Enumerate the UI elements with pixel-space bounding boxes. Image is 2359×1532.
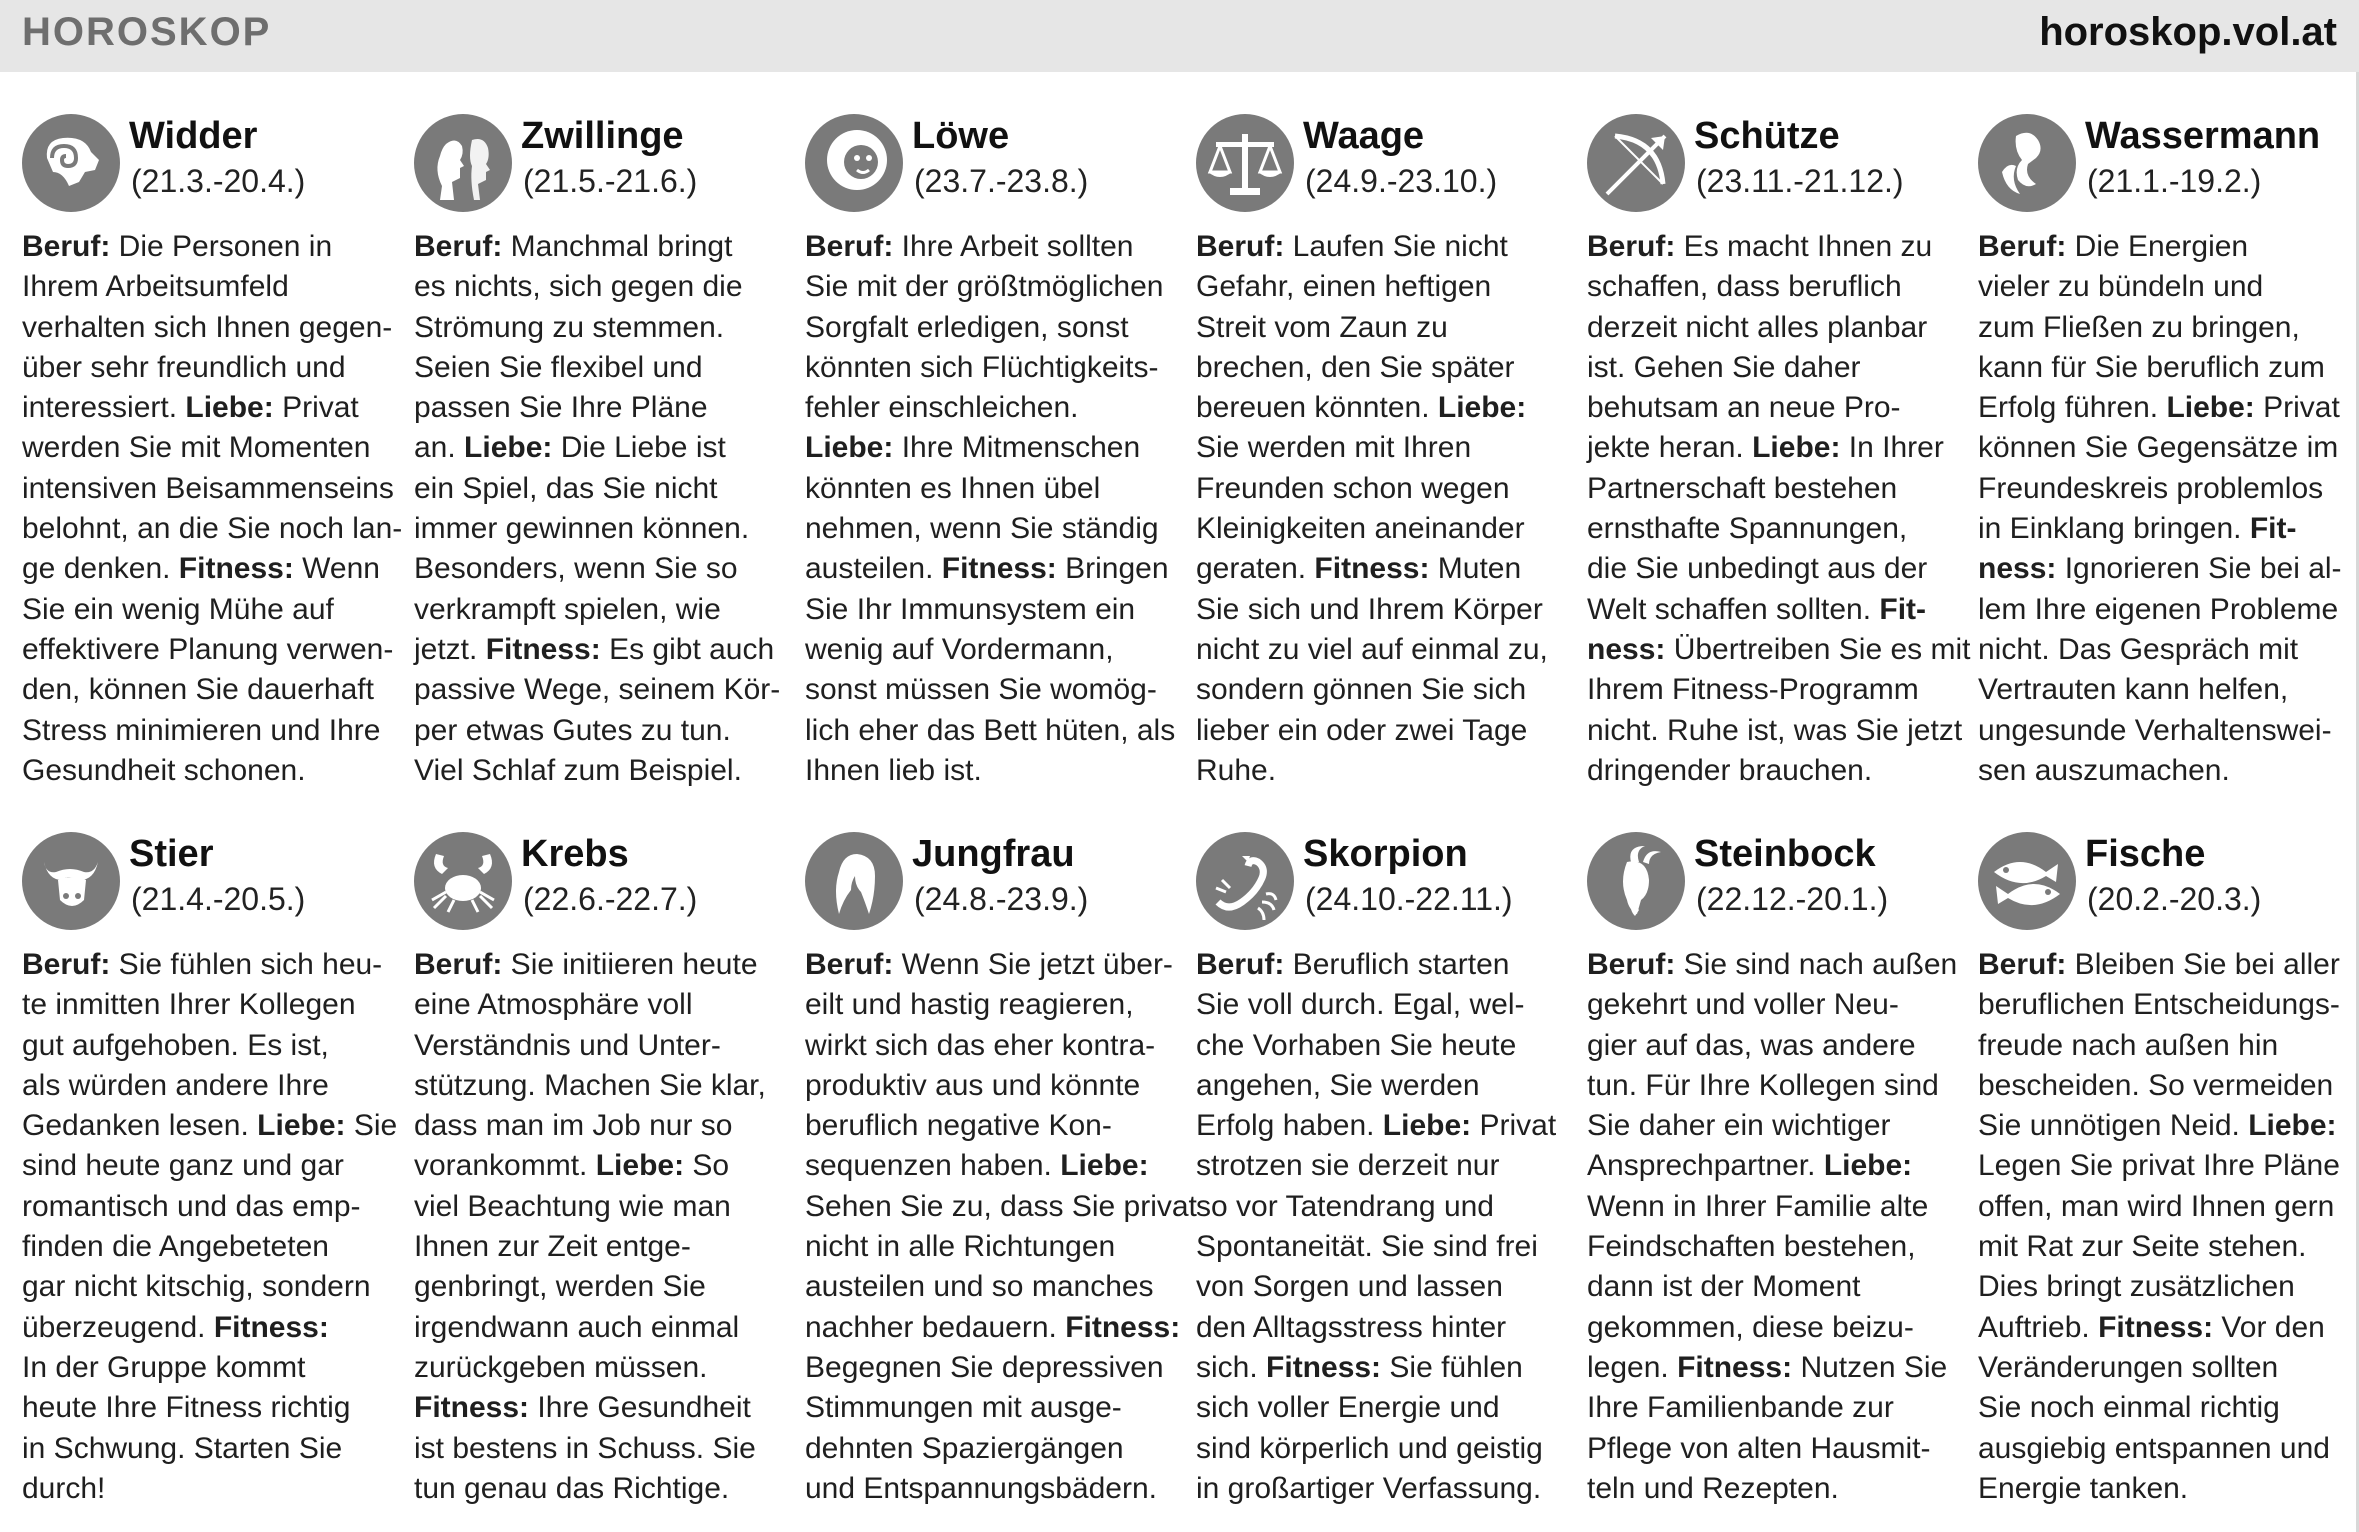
text-line: Beruf: Sie initiieren heute	[414, 948, 758, 981]
text-line: als würden andere Ihre	[22, 1068, 329, 1102]
text-line: Streit vom Zaun zu	[1196, 310, 1448, 344]
text-line: Veränderungen sollten	[1978, 1350, 2279, 1384]
text-line: che Vorhaben Sie heute	[1196, 1028, 1517, 1062]
text-line: Freundeskreis problemlos	[1978, 471, 2324, 505]
text-line: Sorgfalt erledigen, sonst	[805, 310, 1129, 344]
text-line: eine Atmosphäre voll	[414, 988, 693, 1022]
text-line: in großartiger Verfassung.	[1196, 1471, 1542, 1505]
text-line: legen. Fitness: Nutzen Sie	[1587, 1350, 1948, 1384]
text-line: Wenn in Ihrer Familie alte	[1587, 1189, 1929, 1223]
sign-name: Jungfrau	[912, 833, 1075, 875]
text-line: es nichts, sich gegen die	[414, 270, 743, 304]
text-line: zurückgeben müssen.	[414, 1350, 708, 1384]
sign-text	[805, 945, 1197, 1509]
text-line: verkrampft spielen, wie	[414, 592, 721, 626]
sign-dates: (20.2.-20.3.)	[2087, 881, 2262, 917]
text-line: austeilen und so manches	[805, 1270, 1154, 1304]
text-line: strotzen sie derzeit nur	[1196, 1149, 1500, 1183]
text-line: dringender brauchen.	[1587, 753, 1873, 787]
text-line: Beruf: Sie sind nach außen	[1587, 948, 1958, 981]
text-line: Beruf: Manchmal bringt	[414, 230, 733, 263]
text-line: nicht. Ruhe ist, was Sie jetzt	[1587, 713, 1963, 747]
text-line: belohnt, an die Sie noch lan-	[22, 512, 403, 546]
text-line: dass man im Job nur so	[414, 1109, 733, 1143]
horoscope-stier	[22, 832, 398, 1532]
text-line: austeilen. Fitness: Bringen	[805, 552, 1169, 586]
text-line: ein Spiel, das Sie nicht	[414, 471, 718, 505]
text-line: immer gewinnen können.	[414, 512, 750, 546]
text-line: sequenzen haben. Liebe:	[805, 1149, 1149, 1183]
text-line: Vertrauten kann helfen,	[1978, 673, 2289, 707]
text-line: Beruf: Die Personen in	[22, 230, 333, 263]
text-line: Verständnis und Unter-	[414, 1028, 721, 1062]
sign-text	[1587, 227, 1971, 791]
text-line: Sie mit der größtmöglichen	[805, 270, 1164, 304]
bull-icon	[22, 832, 120, 930]
text-line: dann ist der Moment	[1587, 1270, 1861, 1304]
text-line: In der Gruppe kommt	[22, 1350, 306, 1384]
text-line: genbringt, werden Sie	[414, 1270, 706, 1304]
text-line: Ihrem Arbeitsumfeld	[22, 270, 289, 304]
text-line: lich eher das Bett hüten, als	[805, 713, 1176, 747]
sign-name: Schütze	[1694, 115, 1840, 157]
text-line: ist bestens in Schuss. Sie	[414, 1431, 756, 1465]
text-line: tun genau das Richtige.	[414, 1471, 730, 1505]
text-line: Pflege von alten Hausmit-	[1587, 1431, 1931, 1465]
sign-name: Zwillinge	[521, 115, 684, 157]
text-line: intensiven Beisammenseins	[22, 471, 394, 505]
text-line: Besonders, wenn Sie so	[414, 552, 738, 586]
text-line: offen, man wird Ihnen gern	[1978, 1189, 2335, 1223]
text-line: an. Liebe: Die Liebe ist	[414, 431, 726, 465]
sign-dates: (21.1.-19.2.)	[2087, 163, 2262, 199]
text-line: Feindschaften bestehen,	[1587, 1230, 1916, 1264]
horoscope-skorpion	[1196, 832, 1558, 1532]
text-line: sich. Fitness: Sie fühlen	[1196, 1350, 1523, 1384]
text-line: mit Rat zur Seite stehen.	[1978, 1230, 2307, 1264]
text-line: passive Wege, seinem Kör-	[414, 673, 781, 707]
sign-name: Fische	[2085, 833, 2206, 875]
virgin-icon	[805, 832, 903, 930]
text-line: Spontaneität. Sie sind frei	[1196, 1230, 1538, 1264]
text-line: Sie daher ein wichtiger	[1587, 1109, 1891, 1143]
sign-text	[22, 945, 398, 1509]
text-line: lieber ein oder zwei Tage	[1196, 713, 1528, 747]
text-line: produktiv aus und könnte	[805, 1068, 1141, 1102]
sign-dates: (24.10.-22.11.)	[1305, 881, 1513, 917]
text-line: werden Sie mit Momenten	[22, 431, 371, 465]
text-line: Sie sich und Ihrem Körper	[1196, 592, 1543, 626]
sign-text	[414, 227, 781, 791]
text-line: behutsam an neue Pro-	[1587, 391, 1901, 425]
scorpion-icon	[1196, 832, 1294, 930]
text-line: Gedanken lesen. Liebe: Sie	[22, 1109, 398, 1143]
text-line: sich voller Energie und	[1196, 1391, 1500, 1425]
sign-name: Steinbock	[1694, 833, 1876, 875]
text-line: sen auszumachen.	[1978, 753, 2230, 787]
text-line: Sie unnötigen Neid. Liebe:	[1978, 1109, 2337, 1143]
text-line: Gefahr, einen heftigen	[1196, 270, 1492, 304]
text-line: fehler einschleichen.	[805, 391, 1079, 425]
text-line: geraten. Fitness: Muten	[1196, 552, 1522, 586]
text-line: durch!	[22, 1471, 106, 1505]
text-line: Legen Sie privat Ihre Pläne	[1978, 1149, 2340, 1183]
text-line: Gesundheit schonen.	[22, 753, 306, 787]
text-line: nehmen, wenn Sie ständig	[805, 512, 1159, 546]
text-line: überzeugend. Fitness:	[22, 1310, 329, 1344]
horoscope-zwillinge	[414, 114, 781, 814]
text-line: können Sie Gegensätze im	[1978, 431, 2339, 465]
text-line: dehnten Spaziergängen	[805, 1431, 1124, 1465]
text-line: brechen, den Sie später	[1196, 350, 1515, 384]
text-line: Ihre Familienbande zur	[1587, 1391, 1894, 1425]
text-line: nicht zu viel auf einmal zu,	[1196, 632, 1548, 666]
text-line: schaffen, dass beruflich	[1587, 270, 1902, 304]
text-line: sind heute ganz und gar	[22, 1149, 344, 1183]
text-line: so vor Tatendrang und	[1196, 1189, 1494, 1223]
sign-text	[1978, 945, 2340, 1509]
text-line: nicht. Das Gespräch mit	[1978, 632, 2299, 666]
horoscope-waage	[1196, 114, 1558, 814]
text-line: Beruf: Sie fühlen sich heu-	[22, 948, 383, 981]
sign-dates: (21.4.-20.5.)	[131, 881, 306, 917]
text-line: Liebe: Ihre Mitmenschen	[805, 431, 1141, 465]
sign-dates: (24.9.-23.10.)	[1305, 163, 1498, 199]
text-line: Sie voll durch. Egal, wel-	[1196, 988, 1525, 1022]
sign-text	[1587, 945, 1958, 1509]
sign-dates: (22.12.-20.1.)	[1696, 881, 1889, 917]
horoscope-jungfrau	[805, 832, 1197, 1532]
text-line: gekommen, diese beizu-	[1587, 1310, 1914, 1344]
sign-text	[414, 945, 776, 1509]
sign-text	[1978, 227, 2340, 791]
sign-text	[1196, 945, 1558, 1509]
text-line: bereuen könnten. Liebe:	[1196, 391, 1527, 425]
horoscope-loewe	[805, 114, 1176, 814]
text-line: beruflich negative Kon-	[805, 1109, 1112, 1143]
text-line: ausgiebig entspannen und	[1978, 1431, 2330, 1465]
text-line: von Sorgen und lassen	[1196, 1270, 1503, 1304]
text-line: Erfolg führen. Liebe: Privat	[1978, 391, 2340, 425]
page-header	[0, 0, 2359, 72]
text-line: romantisch und das emp-	[22, 1189, 361, 1223]
lion-icon	[805, 114, 903, 212]
text-line: kann für Sie beruflich zum	[1978, 350, 2325, 384]
text-line: Viel Schlaf zum Beispiel.	[414, 753, 742, 787]
text-line: sondern gönnen Sie sich	[1196, 673, 1527, 707]
text-line: eilt und hastig reagieren,	[805, 988, 1134, 1022]
sign-dates: (23.11.-21.12.)	[1696, 163, 1904, 199]
text-line: gar nicht kitschig, sondern	[22, 1270, 371, 1304]
horoscope-steinbock	[1587, 832, 1958, 1532]
text-line: freude nach außen hin	[1978, 1028, 2279, 1062]
text-line: sonst müssen Sie womög-	[805, 673, 1157, 707]
text-line: viel Beachtung wie man	[414, 1189, 731, 1223]
sign-text	[805, 227, 1176, 791]
text-line: tun. Für Ihre Kollegen sind	[1587, 1068, 1939, 1102]
horoscope-schuetze	[1587, 114, 1971, 814]
site-link[interactable]: horoskop.vol.at	[2039, 10, 2337, 54]
text-line: könnten es Ihnen übel	[805, 471, 1101, 505]
text-line: heute Ihre Fitness richtig	[22, 1391, 351, 1425]
text-line: bescheiden. So vermeiden	[1978, 1068, 2334, 1102]
sign-dates: (21.5.-21.6.)	[523, 163, 698, 199]
text-line: stützung. Machen Sie klar,	[414, 1068, 766, 1102]
text-line: nachher bedauern. Fitness:	[805, 1310, 1181, 1344]
text-line: Stress minimieren und Ihre	[22, 713, 381, 747]
text-line: jekte heran. Liebe: In Ihrer	[1587, 431, 1944, 465]
crab-icon	[414, 832, 512, 930]
text-line: den, können Sie dauerhaft	[22, 673, 374, 707]
text-line: Seien Sie flexibel und	[414, 350, 703, 384]
text-line: vieler zu bündeln und	[1978, 270, 2264, 304]
text-line: derzeit nicht alles planbar	[1587, 310, 1928, 344]
horoscope-widder	[22, 114, 403, 814]
text-line: lem Ihre eigenen Probleme	[1978, 592, 2339, 626]
text-line: interessiert. Liebe: Privat	[22, 391, 359, 425]
text-line: effektivere Planung verwen-	[22, 632, 394, 666]
sign-name: Skorpion	[1303, 833, 1468, 875]
text-line: nicht in alle Richtungen	[805, 1230, 1116, 1264]
text-line: angehen, Sie werden	[1196, 1068, 1480, 1102]
text-line: gekehrt und voller Neu-	[1587, 988, 1899, 1022]
archer-icon	[1587, 114, 1685, 212]
text-line: per etwas Gutes zu tun.	[414, 713, 731, 747]
text-line: Sie Ihr Immunsystem ein	[805, 592, 1136, 626]
text-line: irgendwann auch einmal	[414, 1310, 740, 1344]
text-line: über sehr freundlich und	[22, 350, 346, 384]
text-line: gier auf das, was andere	[1587, 1028, 1916, 1062]
text-line: Beruf: Bleiben Sie bei aller	[1978, 948, 2340, 981]
text-line: Freunden schon wegen	[1196, 471, 1510, 505]
text-line: ist. Gehen Sie daher	[1587, 350, 1861, 384]
text-line: ness: Übertreiben Sie es mit	[1587, 632, 1971, 666]
text-line: zum Fließen zu bringen,	[1978, 310, 2300, 344]
text-line: Beruf: Die Energien	[1978, 230, 2249, 263]
ibex-icon	[1587, 832, 1685, 930]
sign-dates: (21.3.-20.4.)	[131, 163, 306, 199]
text-line: ernsthafte Spannungen,	[1587, 512, 1908, 546]
sign-name: Löwe	[912, 115, 1010, 157]
fish-icon	[1978, 832, 2076, 930]
text-line: finden die Angebeteten	[22, 1230, 329, 1264]
text-line: te inmitten Ihrer Kollegen	[22, 988, 356, 1022]
text-line: könnten sich Flüchtigkeits-	[805, 350, 1159, 384]
text-line: beruflichen Entscheidungs-	[1978, 988, 2340, 1022]
text-line: Sie noch einmal richtig	[1978, 1391, 2280, 1425]
text-line: in Schwung. Starten Sie	[22, 1431, 343, 1465]
sign-name: Wassermann	[2085, 115, 2321, 157]
text-line: Ihnen lieb ist.	[805, 753, 982, 787]
text-line: und Entspannungsbädern.	[805, 1471, 1157, 1505]
text-line: passen Sie Ihre Pläne	[414, 391, 708, 425]
text-line: Sie ein wenig Mühe auf	[22, 592, 334, 626]
text-line: Beruf: Laufen Sie nicht	[1196, 230, 1508, 263]
text-line: die Sie unbedingt aus der	[1587, 552, 1928, 586]
text-line: Partnerschaft bestehen	[1587, 471, 1898, 505]
text-line: ge denken. Fitness: Wenn	[22, 552, 380, 586]
text-line: ungesunde Verhaltenswei-	[1978, 713, 2332, 747]
water-bearer-icon	[1978, 114, 2076, 212]
text-line: Ihrem Fitness-Programm	[1587, 673, 1919, 707]
ram-icon	[22, 114, 120, 212]
sign-text	[22, 227, 403, 791]
sign-name: Stier	[129, 833, 214, 875]
horoscope-krebs	[414, 832, 776, 1532]
sign-name: Krebs	[521, 833, 629, 875]
text-line: Begegnen Sie depressiven	[805, 1350, 1164, 1384]
text-line: Sehen Sie zu, dass Sie privat	[805, 1189, 1197, 1223]
text-line: in Einklang bringen. Fit-	[1978, 512, 2297, 546]
text-line: Beruf: Ihre Arbeit sollten	[805, 230, 1134, 263]
text-line: verhalten sich Ihnen gegen-	[22, 310, 393, 344]
text-line: wenig auf Vordermann,	[805, 632, 1114, 666]
text-line: Fitness: Ihre Gesundheit	[414, 1391, 751, 1425]
horoscope-wassermann	[1978, 114, 2340, 814]
text-line: Sie werden mit Ihren	[1196, 431, 1472, 465]
sign-dates: (24.8.-23.9.)	[914, 881, 1089, 917]
text-line: Welt schaffen sollten. Fit-	[1587, 592, 1927, 626]
text-line: Beruf: Es macht Ihnen zu	[1587, 230, 1933, 263]
sign-dates: (22.6.-22.7.)	[523, 881, 698, 917]
scales-icon	[1196, 114, 1294, 212]
text-line: teln und Rezepten.	[1587, 1471, 1839, 1505]
twins-icon	[414, 114, 512, 212]
text-line: wirkt sich das eher kontra-	[805, 1028, 1156, 1062]
text-line: Kleinigkeiten aneinander	[1196, 512, 1525, 546]
text-line: Ihnen zur Zeit entge-	[414, 1230, 691, 1264]
text-line: Erfolg haben. Liebe: Privat	[1196, 1109, 1557, 1143]
horoscope-fische	[1978, 832, 2340, 1532]
sign-name: Widder	[129, 115, 258, 157]
text-line: Beruf: Wenn Sie jetzt über-	[805, 948, 1173, 981]
text-line: Dies bringt zusätzlichen	[1978, 1270, 2295, 1304]
text-line: Beruf: Beruflich starten	[1196, 948, 1510, 981]
sign-dates: (23.7.-23.8.)	[914, 163, 1089, 199]
section-title: HOROSKOP	[22, 10, 272, 54]
sign-text	[1196, 227, 1558, 791]
text-line: sind körperlich und geistig	[1196, 1431, 1543, 1465]
text-line: Strömung zu stemmen.	[414, 310, 725, 344]
text-line: gut aufgehoben. Es ist,	[22, 1028, 329, 1062]
sign-name: Waage	[1303, 115, 1425, 157]
text-line: Stimmungen mit ausge-	[805, 1391, 1122, 1425]
text-line: den Alltagsstress hinter	[1196, 1310, 1507, 1344]
text-line: jetzt. Fitness: Es gibt auch	[414, 632, 775, 666]
text-line: Auftrieb. Fitness: Vor den	[1978, 1310, 2325, 1344]
text-line: Ansprechpartner. Liebe:	[1587, 1149, 1913, 1183]
text-line: Energie tanken.	[1978, 1471, 2189, 1505]
text-line: vorankommt. Liebe: So	[414, 1149, 730, 1183]
text-line: Ruhe.	[1196, 753, 1277, 787]
text-line: ness: Ignorieren Sie bei al-	[1978, 552, 2342, 586]
